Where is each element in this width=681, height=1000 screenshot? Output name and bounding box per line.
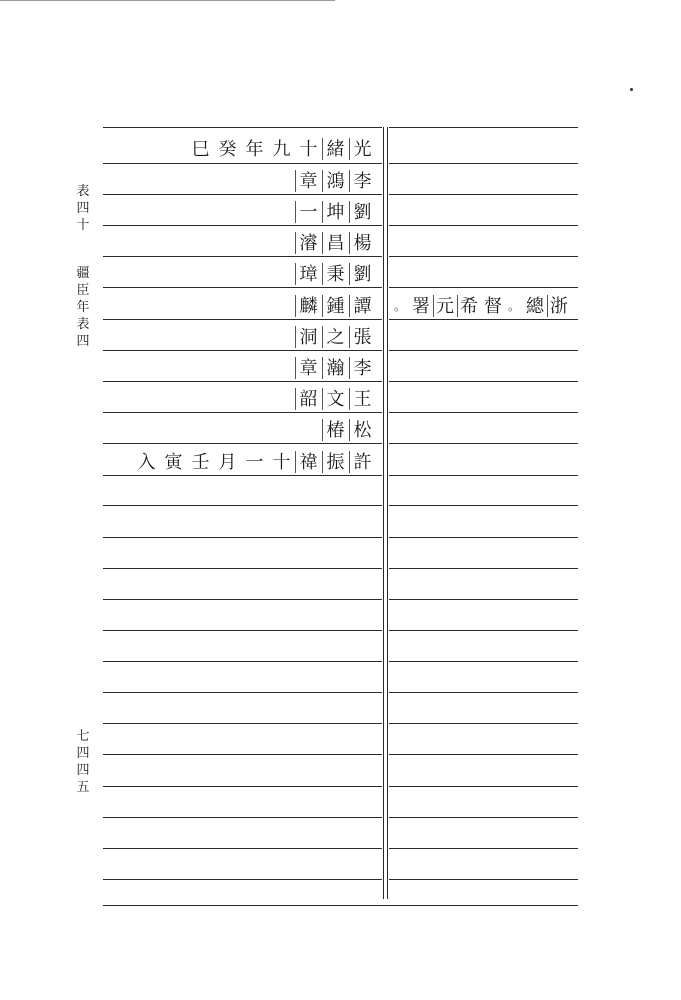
table-rule-right <box>389 817 578 818</box>
table-rule-right <box>389 412 578 413</box>
page-number-char: 七 <box>76 729 90 744</box>
row-char: 年 <box>245 139 264 160</box>
row-char: 九 <box>272 139 291 160</box>
row-char: 緒 <box>322 135 349 161</box>
table-rule-left <box>103 692 382 693</box>
row-char: 麟 <box>295 292 322 318</box>
table-rule-right <box>389 786 578 787</box>
row-char: 瀚 <box>322 354 349 380</box>
row-char: 李 <box>349 354 376 380</box>
side-subtitle-char: 四 <box>76 334 90 349</box>
row-char: 光 <box>349 135 376 161</box>
page-number-char: 四 <box>76 746 90 761</box>
side-title <box>74 183 92 234</box>
appointment-entry <box>393 290 571 320</box>
table-rule-right <box>389 225 578 226</box>
row-char: 璋 <box>295 260 322 286</box>
row-char: 章 <box>295 354 322 380</box>
side-subtitle-char: 年 <box>76 300 90 315</box>
row-char: 洞 <box>295 323 322 349</box>
table-rule-right <box>389 475 578 476</box>
column-divider-inner <box>387 127 388 899</box>
table-rule-right <box>389 127 578 128</box>
official-row <box>295 321 376 351</box>
table-rule-right <box>389 256 578 257</box>
table-rule-right <box>389 754 578 755</box>
row-char: 月 <box>218 452 237 473</box>
table-rule-left <box>103 848 382 849</box>
table-rule-right <box>389 692 578 693</box>
row-char: 松 <box>349 416 376 442</box>
row-char: 許 <box>349 448 376 474</box>
table-rule-left <box>103 537 382 538</box>
row-char: 坤 <box>322 198 349 224</box>
entry-char: 浙 <box>547 292 571 318</box>
table-rule-right <box>389 163 578 164</box>
side-title-char: 十 <box>76 218 90 233</box>
entry-char: 總 <box>526 296 544 317</box>
row-char: 一 <box>295 198 322 224</box>
table-rule-right <box>389 350 578 351</box>
row-char: 韶 <box>295 385 322 411</box>
table-rule-right <box>389 505 578 506</box>
row-char: 之 <box>322 323 349 349</box>
row-char: 壬 <box>191 452 210 473</box>
row-char: 章 <box>295 167 322 193</box>
official-row <box>133 446 376 476</box>
table-rule-right <box>389 723 578 724</box>
side-title-char: 四 <box>76 201 90 216</box>
row-char: 李 <box>349 167 376 193</box>
row-char: 振 <box>322 448 349 474</box>
entry-char: 希 <box>457 292 481 318</box>
table-rule-left <box>103 630 382 631</box>
page-number-char: 五 <box>76 780 90 795</box>
entry-char: 督 <box>483 296 502 317</box>
official-row <box>295 165 376 195</box>
table-rule-left <box>103 661 382 662</box>
row-char: 昌 <box>322 229 349 255</box>
table-rule-right <box>389 443 578 444</box>
table-rule-left <box>103 723 382 724</box>
row-char: 王 <box>349 385 376 411</box>
row-char: 張 <box>349 323 376 349</box>
entry-mark: 。 <box>507 298 520 313</box>
row-char: 劉 <box>349 260 376 286</box>
entry-mark: 。 <box>393 298 406 313</box>
table-rule-right <box>389 599 578 600</box>
table-rule-left <box>103 505 382 506</box>
entry-char: 元 <box>433 292 457 318</box>
row-char: 十 <box>299 139 318 160</box>
official-row <box>295 383 376 413</box>
official-row <box>295 196 376 226</box>
side-subtitle-char: 臣 <box>76 283 90 298</box>
row-char: 一 <box>245 452 264 473</box>
table-rule-left <box>103 817 382 818</box>
row-char: 譚 <box>349 292 376 318</box>
side-subtitle <box>74 265 92 350</box>
side-title-char: 表 <box>76 184 90 199</box>
row-char: 癸 <box>218 139 237 160</box>
table-rule-left <box>103 568 382 569</box>
row-char: 禕 <box>295 448 322 474</box>
official-row <box>295 258 376 288</box>
table-rule-left <box>103 599 382 600</box>
table-rule-left <box>103 879 382 880</box>
table-rule-right <box>389 287 578 288</box>
side-subtitle-char: 表 <box>76 317 90 332</box>
top-rule <box>0 0 335 1</box>
row-char: 鴻 <box>322 167 349 193</box>
table-rule-right <box>389 848 578 849</box>
table-rule-left <box>103 163 382 164</box>
row-char: 入 <box>137 452 156 473</box>
official-row <box>295 290 376 320</box>
official-row <box>295 227 376 257</box>
row-char: 椿 <box>322 416 349 442</box>
table-rule-right <box>389 879 578 880</box>
side-subtitle-char: 疆 <box>76 266 90 281</box>
table-rule-left <box>103 754 382 755</box>
row-char: 楊 <box>349 229 376 255</box>
table-rule-right <box>389 630 578 631</box>
page-number-char: 四 <box>76 763 90 778</box>
official-row <box>187 133 376 163</box>
row-char: 秉 <box>322 260 349 286</box>
table-rule-right <box>389 537 578 538</box>
entry-char: 署 <box>411 296 430 317</box>
row-char: 寅 <box>164 452 183 473</box>
table-rule-right <box>389 568 578 569</box>
row-char: 濬 <box>295 229 322 255</box>
column-divider <box>383 127 384 899</box>
row-char: 巳 <box>191 139 210 160</box>
row-char: 十 <box>272 452 291 473</box>
official-row <box>295 352 376 382</box>
page-number <box>74 728 92 796</box>
table-rule-right <box>389 381 578 382</box>
table-rule-right <box>389 194 578 195</box>
table-rule-left <box>103 786 382 787</box>
table-rule-right <box>389 661 578 662</box>
row-char: 鍾 <box>322 292 349 318</box>
page-speck <box>630 88 633 91</box>
table-bottom-rule <box>103 905 578 906</box>
row-char: 劉 <box>349 198 376 224</box>
row-char: 文 <box>322 385 349 411</box>
table-rule-left <box>103 127 382 128</box>
official-row <box>322 414 376 444</box>
